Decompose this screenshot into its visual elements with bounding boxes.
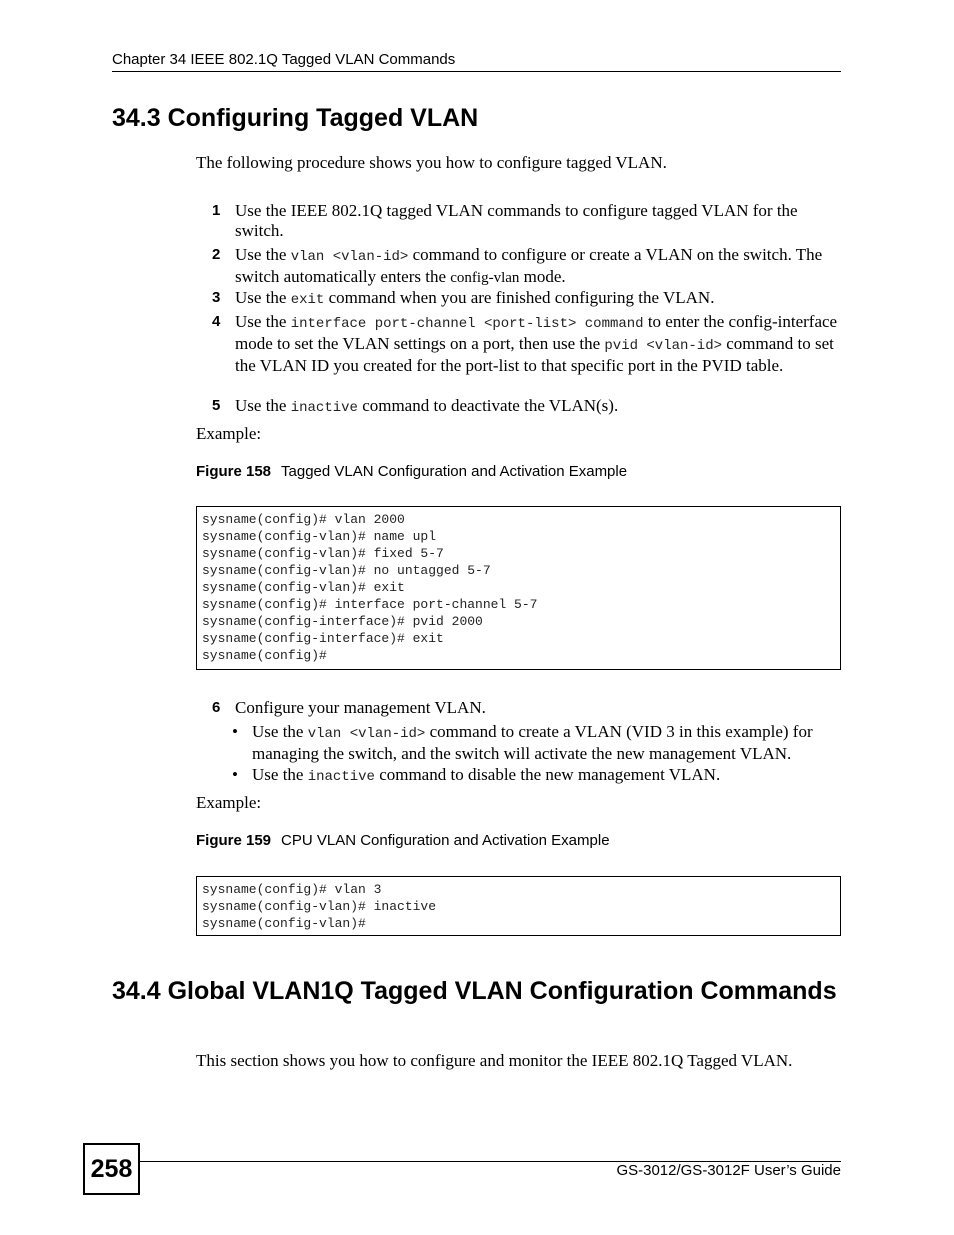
code-line: sysname(config-interface)# pvid 2000 [202, 614, 483, 629]
code-block-figure-159 [196, 876, 841, 936]
inline-code: pvid <vlan-id> [604, 338, 723, 354]
inline-code: inactive [307, 769, 375, 785]
code-line: sysname(config-vlan)# name upl [202, 529, 437, 544]
code-line: sysname(config)# vlan 3 [202, 882, 382, 897]
step-number: 5 [212, 397, 221, 414]
code-line: sysname(config-interface)# exit [202, 631, 444, 646]
step-text: Use the IEEE 802.1Q tagged VLAN commands to configure tagged VLAN for the switch. [235, 201, 798, 240]
code-line: sysname(config-vlan)# inactive [202, 899, 437, 914]
running-header: Chapter 34 IEEE 802.1Q Tagged VLAN Commands [112, 51, 456, 68]
figure-label: Figure 158 [196, 463, 272, 480]
code-line: sysname(config-vlan)# no untagged 5-7 [202, 563, 491, 578]
step-text: Use the interface port-channel <port-list> command to enter the config-interface mode to set the VLAN settings on a port, then use the pvid <vlan-id> command to set the VLAN ID you created for the port-list to that specific port in the PVID table. [235, 312, 838, 375]
figure-title: CPU VLAN Configuration and Activation Example [281, 832, 610, 849]
section-intro: This section shows you how to configure and monitor the IEEE 802.1Q Tagged VLAN. [196, 1051, 793, 1070]
mode-name: config-vlan [450, 270, 520, 286]
step-number: 6 [212, 699, 221, 716]
header-rule [112, 71, 841, 72]
section-intro: The following procedure shows you how to configure tagged VLAN. [196, 153, 667, 172]
step-number: 1 [212, 202, 221, 219]
step-text: Configure your management VLAN. [235, 698, 486, 717]
inline-code: inactive [290, 400, 358, 416]
step-number: 2 [212, 246, 221, 263]
inline-code: interface port-channel <port-list> command [290, 316, 644, 332]
step-number: 3 [212, 289, 221, 306]
code-line: sysname(config)# [202, 648, 327, 663]
step-text: Use the vlan <vlan-id> command to configure or create a VLAN on the switch. The switch automatically enters the config-vlan mode. [235, 245, 823, 286]
code-line: sysname(config)# vlan 2000 [202, 512, 405, 527]
code-block-figure-158 [196, 506, 841, 670]
code-line: sysname(config)# interface port-channel 5-7 [202, 597, 538, 612]
step-number: 4 [212, 313, 221, 330]
page-number: 258 [83, 1143, 140, 1195]
section-heading-34-4: 34.4 Global VLAN1Q Tagged VLAN Configuration Commands [112, 977, 837, 1005]
bullet-dot: • [232, 765, 238, 784]
figure-label: Figure 159 [196, 832, 272, 849]
figure-159-caption [196, 832, 610, 849]
code-line: sysname(config-vlan)# exit [202, 580, 405, 595]
code-line: sysname(config-vlan)# [202, 916, 366, 931]
example-label: Example: [196, 424, 262, 443]
figure-158-caption [196, 463, 627, 480]
inline-code: exit [290, 292, 325, 308]
example-label: Example: [196, 793, 262, 812]
step-text: Use the inactive command to deactivate the VLAN(s). [235, 396, 619, 416]
bullet-dot: • [232, 722, 238, 741]
section-heading-34-3: 34.3 Configuring Tagged VLAN [112, 104, 479, 132]
guide-title: GS-3012/GS-3012F User’s Guide [616, 1162, 841, 1179]
inline-code: vlan <vlan-id> [307, 726, 426, 742]
step-text: Use the exit command when you are finished configuring the VLAN. [235, 288, 715, 308]
code-line: sysname(config-vlan)# fixed 5-7 [202, 546, 444, 561]
inline-code: vlan <vlan-id> [290, 249, 409, 265]
figure-title: Tagged VLAN Configuration and Activation Example [281, 463, 628, 480]
